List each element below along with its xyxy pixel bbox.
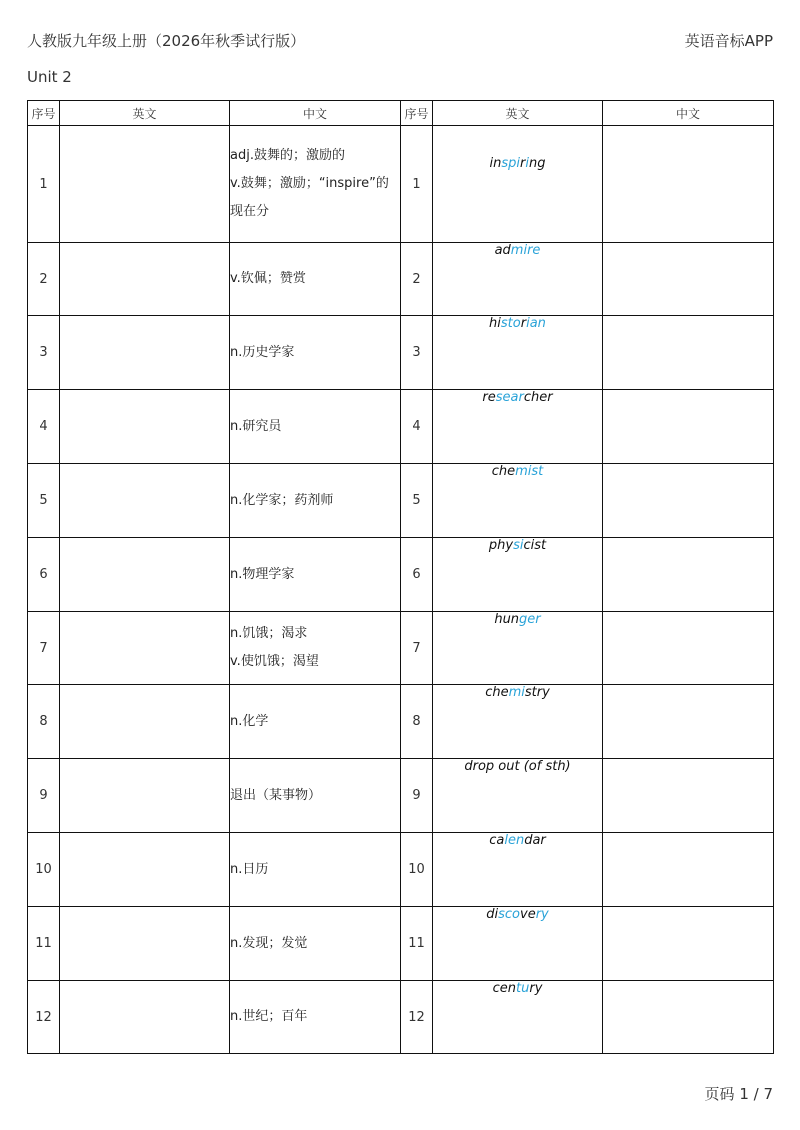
table-row xyxy=(28,612,774,685)
word-syllable-highlight: sear xyxy=(495,390,524,405)
row-number-2: 4 xyxy=(401,390,433,464)
page-number: 页码 1 / 7 xyxy=(704,1085,773,1103)
word-syllable: ng xyxy=(528,156,546,171)
word-syllable: drop out (of sth) xyxy=(464,759,571,774)
row-number-2: 11 xyxy=(401,907,433,981)
word-syllable: ry xyxy=(529,981,543,996)
row-number: 7 xyxy=(28,612,60,685)
table-row xyxy=(28,464,774,538)
word-syllable-highlight: i xyxy=(526,316,530,331)
english-word xyxy=(433,126,603,243)
table-row xyxy=(28,759,774,833)
col-header-chinese: 中文 xyxy=(230,101,401,126)
word-syllable-highlight: mi xyxy=(508,685,525,700)
english-blank-cell xyxy=(60,464,230,538)
english-blank-cell xyxy=(60,833,230,907)
unit-label: Unit 2 xyxy=(27,68,72,86)
chinese-meaning: n.饥饿；渴求 v.使饥饿；渴望 xyxy=(230,612,401,685)
row-number: 5 xyxy=(28,464,60,538)
english-blank-cell xyxy=(60,612,230,685)
english-blank-cell xyxy=(60,126,230,243)
table-row xyxy=(28,907,774,981)
english-word xyxy=(433,243,603,316)
word-syllable: di xyxy=(486,907,499,922)
chinese-meaning: n.研究员 xyxy=(230,390,401,464)
chinese-blank-cell xyxy=(603,538,774,612)
row-number: 8 xyxy=(28,685,60,759)
row-number-2: 7 xyxy=(401,612,433,685)
chinese-blank-cell xyxy=(603,685,774,759)
table-row xyxy=(28,316,774,390)
word-syllable: r xyxy=(520,316,527,331)
row-number-2: 5 xyxy=(401,464,433,538)
col-header-number-2: 序号 xyxy=(401,101,433,126)
chinese-blank-cell xyxy=(603,907,774,981)
col-header-number: 序号 xyxy=(28,101,60,126)
col-header-english: 英文 xyxy=(60,101,230,126)
english-word xyxy=(433,833,603,907)
row-number: 11 xyxy=(28,907,60,981)
word-syllable: ca xyxy=(489,833,505,848)
english-blank-cell xyxy=(60,243,230,316)
english-word xyxy=(433,685,603,759)
table-row xyxy=(28,538,774,612)
word-syllable-highlight: sto xyxy=(500,316,521,331)
chinese-meaning: n.物理学家 xyxy=(230,538,401,612)
table-row xyxy=(28,243,774,316)
chinese-meaning: n.日历 xyxy=(230,833,401,907)
app-name: 英语音标APP xyxy=(684,32,773,50)
word-syllable: cen xyxy=(492,981,516,996)
word-syllable-highlight: ger xyxy=(519,612,541,627)
chinese-meaning: adj.鼓舞的；激励的 v.鼓舞；激励；“inspire”的现在分 xyxy=(230,126,401,243)
row-number: 12 xyxy=(28,981,60,1054)
chinese-blank-cell xyxy=(603,981,774,1054)
word-syllable-highlight: sco xyxy=(498,907,520,922)
row-number-2: 10 xyxy=(401,833,433,907)
word-syllable: r xyxy=(520,156,526,171)
chinese-meaning: n.世纪；百年 xyxy=(230,981,401,1054)
row-number-2: 12 xyxy=(401,981,433,1054)
chinese-meaning: n.化学家；药剂师 xyxy=(230,464,401,538)
word-syllable: che xyxy=(491,464,516,479)
word-syllable-highlight: si xyxy=(513,538,524,553)
chinese-blank-cell xyxy=(603,126,774,243)
chinese-blank-cell xyxy=(603,390,774,464)
document-title: 人教版九年级上册（2026年秋季试行版） xyxy=(27,32,306,50)
chinese-meaning: n.发现；发觉 xyxy=(230,907,401,981)
row-number: 2 xyxy=(28,243,60,316)
row-number: 10 xyxy=(28,833,60,907)
chinese-blank-cell xyxy=(603,759,774,833)
english-word xyxy=(433,390,603,464)
word-syllable-highlight: len xyxy=(504,833,525,848)
chinese-blank-cell xyxy=(603,464,774,538)
word-syllable: ve xyxy=(520,907,536,922)
word-syllable: dar xyxy=(524,833,546,848)
word-syllable: hun xyxy=(494,612,520,627)
col-header-chinese-2: 中文 xyxy=(603,101,774,126)
row-number: 1 xyxy=(28,126,60,243)
row-number: 4 xyxy=(28,390,60,464)
row-number-2: 3 xyxy=(401,316,433,390)
word-syllable-highlight: mist xyxy=(515,464,544,479)
english-blank-cell xyxy=(60,390,230,464)
word-syllable-highlight: spi xyxy=(501,156,520,171)
chinese-meaning: n.化学 xyxy=(230,685,401,759)
english-blank-cell xyxy=(60,538,230,612)
word-syllable-highlight: tu xyxy=(516,981,530,996)
word-syllable: re xyxy=(482,390,496,405)
word-syllable: cher xyxy=(523,390,553,405)
table-row xyxy=(28,126,774,243)
english-word xyxy=(433,981,603,1054)
english-blank-cell xyxy=(60,316,230,390)
word-syllable: hi xyxy=(489,316,501,331)
chinese-blank-cell xyxy=(603,833,774,907)
word-syllable-highlight: an xyxy=(529,316,546,331)
word-syllable: cist xyxy=(523,538,547,553)
word-syllable: phy xyxy=(488,538,514,553)
chinese-meaning: v.钦佩；赞赏 xyxy=(230,243,401,316)
english-blank-cell xyxy=(60,907,230,981)
row-number-2: 9 xyxy=(401,759,433,833)
table-header-row xyxy=(28,101,774,126)
english-word xyxy=(433,464,603,538)
table-row xyxy=(28,981,774,1054)
table-row xyxy=(28,390,774,464)
english-word xyxy=(433,907,603,981)
row-number-2: 6 xyxy=(401,538,433,612)
table-row xyxy=(28,833,774,907)
english-blank-cell xyxy=(60,759,230,833)
row-number-2: 1 xyxy=(401,126,433,243)
chinese-blank-cell xyxy=(603,316,774,390)
english-word xyxy=(433,612,603,685)
word-syllable-highlight: i xyxy=(525,156,529,171)
col-header-english-2: 英文 xyxy=(433,101,603,126)
english-word xyxy=(433,538,603,612)
row-number-2: 8 xyxy=(401,685,433,759)
chinese-blank-cell xyxy=(603,243,774,316)
english-word xyxy=(433,759,603,833)
table-row xyxy=(28,685,774,759)
row-number: 9 xyxy=(28,759,60,833)
chinese-meaning: 退出（某事物） xyxy=(230,759,401,833)
row-number-2: 2 xyxy=(401,243,433,316)
word-syllable: ad xyxy=(494,243,511,258)
chinese-meaning: n.历史学家 xyxy=(230,316,401,390)
word-syllable-highlight: ry xyxy=(535,907,549,922)
word-syllable: in xyxy=(489,156,502,171)
word-syllable-highlight: mire xyxy=(510,243,541,258)
english-blank-cell xyxy=(60,685,230,759)
row-number: 6 xyxy=(28,538,60,612)
english-blank-cell xyxy=(60,981,230,1054)
english-word xyxy=(433,316,603,390)
word-syllable: stry xyxy=(524,685,550,700)
vocabulary-table xyxy=(27,100,774,1054)
word-syllable: che xyxy=(485,685,509,700)
row-number: 3 xyxy=(28,316,60,390)
chinese-blank-cell xyxy=(603,612,774,685)
